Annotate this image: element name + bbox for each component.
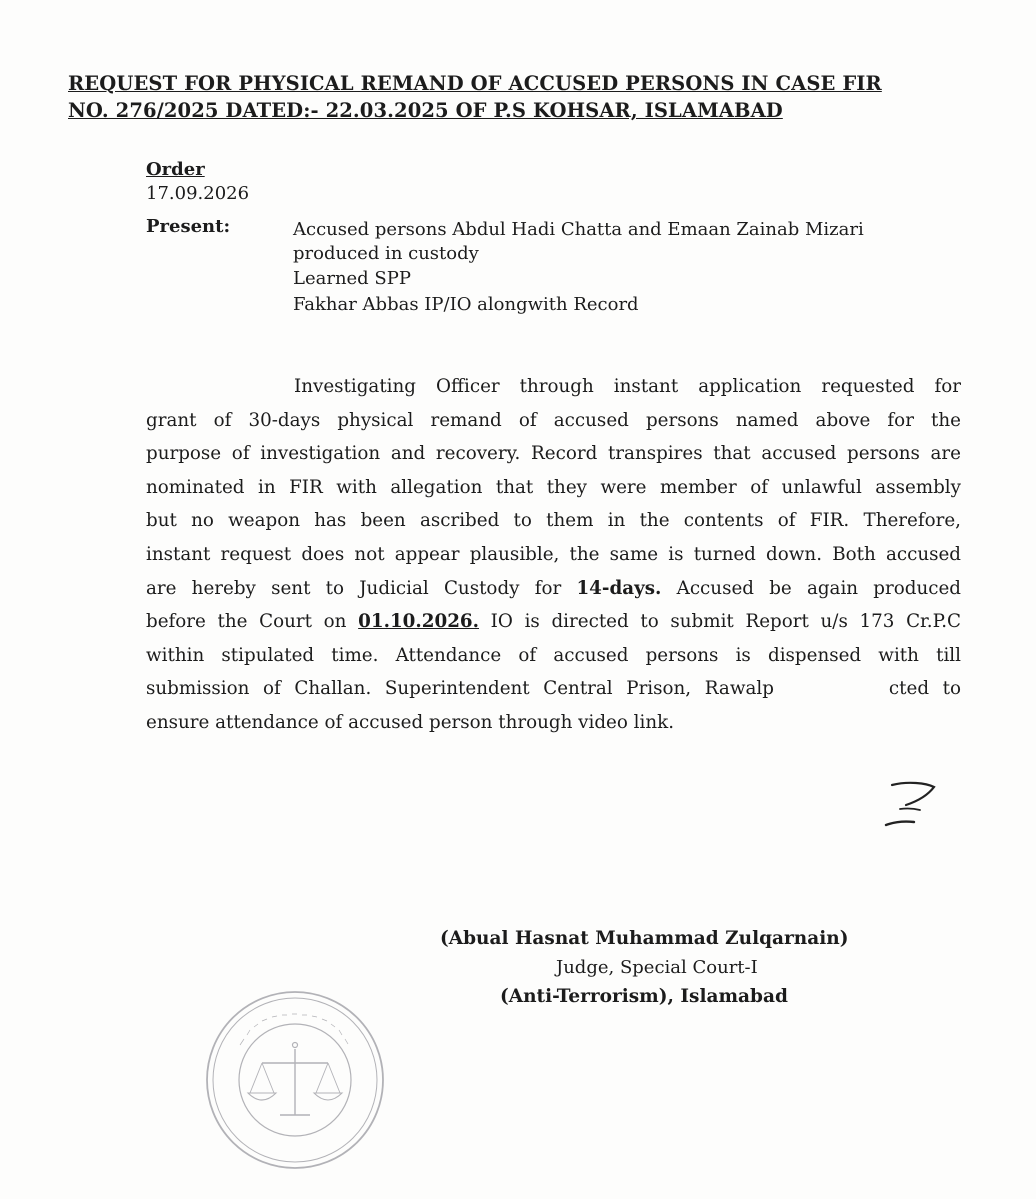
custody-duration: 14-days. xyxy=(576,577,662,599)
order-heading: Order xyxy=(146,159,205,180)
body-line: Investigating Officer through instant application requested for xyxy=(294,376,961,397)
body-line: purpose of investigation and recovery. Record transpires that accused persons are xyxy=(146,443,961,465)
present-item: Learned SPP xyxy=(293,268,411,289)
body-text-run: before the Court on xyxy=(146,611,359,633)
order-body xyxy=(146,370,961,740)
signatory-court: (Anti-Terrorism), Islamabad xyxy=(500,986,788,1007)
body-line xyxy=(146,572,961,606)
body-line: nominated in FIR with allegation that they were member of unlawful assembly xyxy=(146,476,961,498)
next-hearing-date: 01.10.2026. xyxy=(358,611,479,633)
body-line: within stipulated time. Attendance of accused persons is dispensed with till xyxy=(146,644,961,666)
body-line: instant request does not appear plausible, the same is turned down. Both accused xyxy=(146,543,961,565)
present-item-line: produced in custody xyxy=(293,243,479,264)
handwritten-signature xyxy=(878,775,948,835)
body-text-run: submission of Challan. Superintendent Central Prison, Rawalp xyxy=(146,678,774,700)
title-line-2: NO. 276/2025 DATED:- 22.03.2025 OF P.S KOHSAR, ISLAMABAD xyxy=(68,99,783,122)
body-line: ensure attendance of accused person through video link. xyxy=(146,711,675,733)
signatory-name: (Abual Hasnat Muhammad Zulqarnain) xyxy=(440,928,849,949)
present-item-line: Accused persons Abdul Hadi Chatta and Emaan Zainab Mizari xyxy=(293,219,864,240)
document-title xyxy=(68,70,978,124)
present-list xyxy=(293,218,983,318)
court-seal-icon xyxy=(200,985,390,1175)
body-text-run: IO is directed to submit Report u/s 173 Cr.P.C xyxy=(479,611,961,633)
present-item: Fakhar Abbas IP/IO alongwith Record xyxy=(293,294,639,315)
present-item xyxy=(293,218,983,266)
body-line: but no weapon has been ascribed to them in the contents of FIR. Therefore, xyxy=(146,510,961,532)
present-label: Present: xyxy=(146,216,231,237)
body-line xyxy=(146,605,961,639)
body-text-run: Accused be again produced xyxy=(661,577,961,599)
body-line xyxy=(146,672,961,706)
title-line-1: REQUEST FOR PHYSICAL REMAND OF ACCUSED PERSONS IN CASE FIR xyxy=(68,72,882,95)
signatory-designation: Judge, Special Court-I xyxy=(556,957,758,978)
body-line: grant of 30-days physical remand of accused persons named above for the xyxy=(146,409,961,431)
order-date: 17.09.2026 xyxy=(146,183,250,204)
body-text-run: are hereby sent to Judicial Custody for xyxy=(146,577,577,599)
body-text-run: cted to xyxy=(888,678,961,700)
